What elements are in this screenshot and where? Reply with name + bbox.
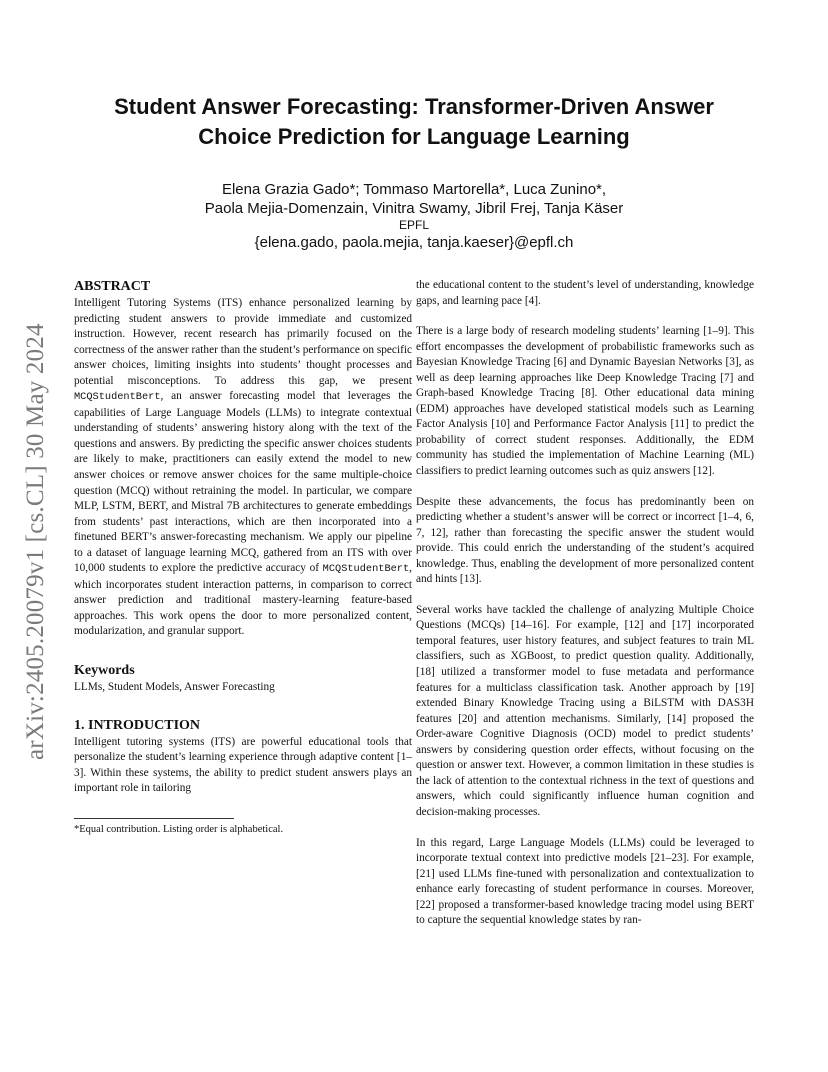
keywords-heading: Keywords xyxy=(74,663,135,679)
model-name: MCQStudentBert xyxy=(322,563,410,576)
authors-line-2: Paola Mejia-Domenzain, Vinitra Swamy, Jibril Frej, Tanja Käser xyxy=(204,200,624,217)
affiliation: EPFL xyxy=(398,218,429,232)
title-block xyxy=(60,92,768,252)
paragraph: Despite these advancements, the focus has predominantly been on predicting whether a student’s answer will be correct or incorrect [1–4, 6, 7, 12], rather than forecasting the specific answer the student would provide. This could enrich the understanding of the student’s acquired knowledge. Thus, enabling the development of more personalized content and hints [13]. xyxy=(416,495,754,586)
introduction-heading: 1. INTRODUCTION xyxy=(74,717,201,733)
paragraph: There is a large body of research modeling students’ learning [1–9]. This effort encompasses the development of probabilistic frameworks such as Bayesian Knowledge Tracing [6] and Dynamic Bayesian Networks [3], as well as deep learning approaches like Deep Knowledge Tracing [7] and Graph-based Knowledge Tracing [8]. Other educational data mining (EDM) approaches have developed statistical models such as Learning Factor Analysis [10] and Performance Factor Analysis [11] to predict the probability of correct student responses. Additionally, the EDM community has studied the implementation of Machine Learning (ML) classifiers to predict learning outcomes such as quiz answers [12]. xyxy=(416,325,754,478)
paper-title xyxy=(60,92,768,152)
footnote xyxy=(74,818,412,837)
keywords-section xyxy=(74,662,412,696)
introduction-section xyxy=(74,717,412,797)
keywords-text: LLMs, Student Models, Answer Forecasting xyxy=(74,681,275,694)
abstract-section xyxy=(74,278,412,640)
title-line-2: Choice Prediction for Language Learning xyxy=(198,124,630,149)
left-column xyxy=(74,278,412,797)
model-name: MCQStudentBert xyxy=(74,391,161,404)
author-emails: {elena.gado, paola.mejia, tanja.kaeser}@epfl.ch xyxy=(254,234,574,251)
abstract-text-part-2: , an answer forecasting model that leverages the capabilities of Large Language Models (LLMs) to integrate contextual understanding of students’ answering history along with the text of the questions and answers. By predicting the specific answer choices students are likely to make, practitioners can easily extend the model to new answer choices or remove answer choices for the same multiple-choice question (MCQ) without retraining the model. In particular, we compare MLP, LSTM, BERT, and Mistral 7B architectures to generate embeddings from students’ past interactions, which are then incorporated into a finetuned BERT’s answer-forecasting mechanism. We apply our pipeline to a dataset of language learning MCQ, gathered from an ITS with over 10,000 students to explore the predictive accuracy of xyxy=(74,390,412,575)
paragraph: Several works have tackled the challenge of analyzing Multiple Choice Questions (MCQs) [14–16]. For example, [12] and [17] incorporated temporal features, user history features, and subject features to train ML classifiers, such as XGBoost, to predict question quality. Additionally, [18] utilized a transformer model to fuse metadata and performance features for a multiclass classification task. Another approach by [19] extended Binary Knowledge Tracing using a BiLSTM with DAS3H features [20] and attention mechanisms. Similarly, [14] proposed the Order-aware Cognitive Diagnosis (OCD) model to predict students’ answers by considering question order effects, without focusing on the question or answer text. However, a common limitation in these studies is the lack of attention to the contextual richness in the text of questions and answers, which could significantly influence human cognition and decision-making processes. xyxy=(416,603,754,818)
paragraph: In this regard, Large Language Models (LLMs) could be leveraged to incorporate textual context into predictive models [21–23]. For example, [21] used LLMs fine-tuned with personalization and contextualization to enhance early forecasting of student performance in courses. Moreover, [22] proposed a transformer-based knowledge tracing model using BERT to capture the sequential knowledge states by ran- xyxy=(416,836,754,927)
footnote-rule xyxy=(74,818,234,819)
author-list xyxy=(60,180,768,218)
abstract-heading: ABSTRACT xyxy=(74,279,151,294)
authors-line-1: Elena Grazia Gado*; Tommaso Martorella*, Luca Zunino*, xyxy=(221,181,607,198)
abstract-text xyxy=(74,296,412,640)
abstract-text-part-3: , which incorporates student interaction patterns, in comparison to correct answer prediction and traditional mastery-learning feature-based approaches. This work opens the door to more personalized content, modularization, and granular support. xyxy=(74,562,412,638)
arxiv-identifier: arXiv:2405.20079v1 [cs.CL] 30 May 2024 xyxy=(22,323,49,760)
footnote-text: *Equal contribution. Listing order is alphabetical. xyxy=(74,824,284,835)
paragraph: the educational content to the student’s level of understanding, knowledge gaps, and learning pace [4]. xyxy=(416,279,754,307)
right-column xyxy=(416,278,754,929)
introduction-text: Intelligent tutoring systems (ITS) are powerful educational tools that personalize the student’s learning experience through adaptive content [1–3]. Within these systems, the ability to predict student answers plays an important role in tailoring xyxy=(74,735,412,795)
title-line-1: Student Answer Forecasting: Transformer-Driven Answer xyxy=(114,94,714,119)
abstract-text-part-1: Intelligent Tutoring Systems (ITS) enhance personalized learning by predicting student answers to provide immediate and customized instruction. However, recent research has primarily focused on the correctness of the answer rather than the student’s performance on specific answer choices, limiting insights into students’ thought processes and potential misconceptions. To address this gap, we present xyxy=(74,297,412,387)
